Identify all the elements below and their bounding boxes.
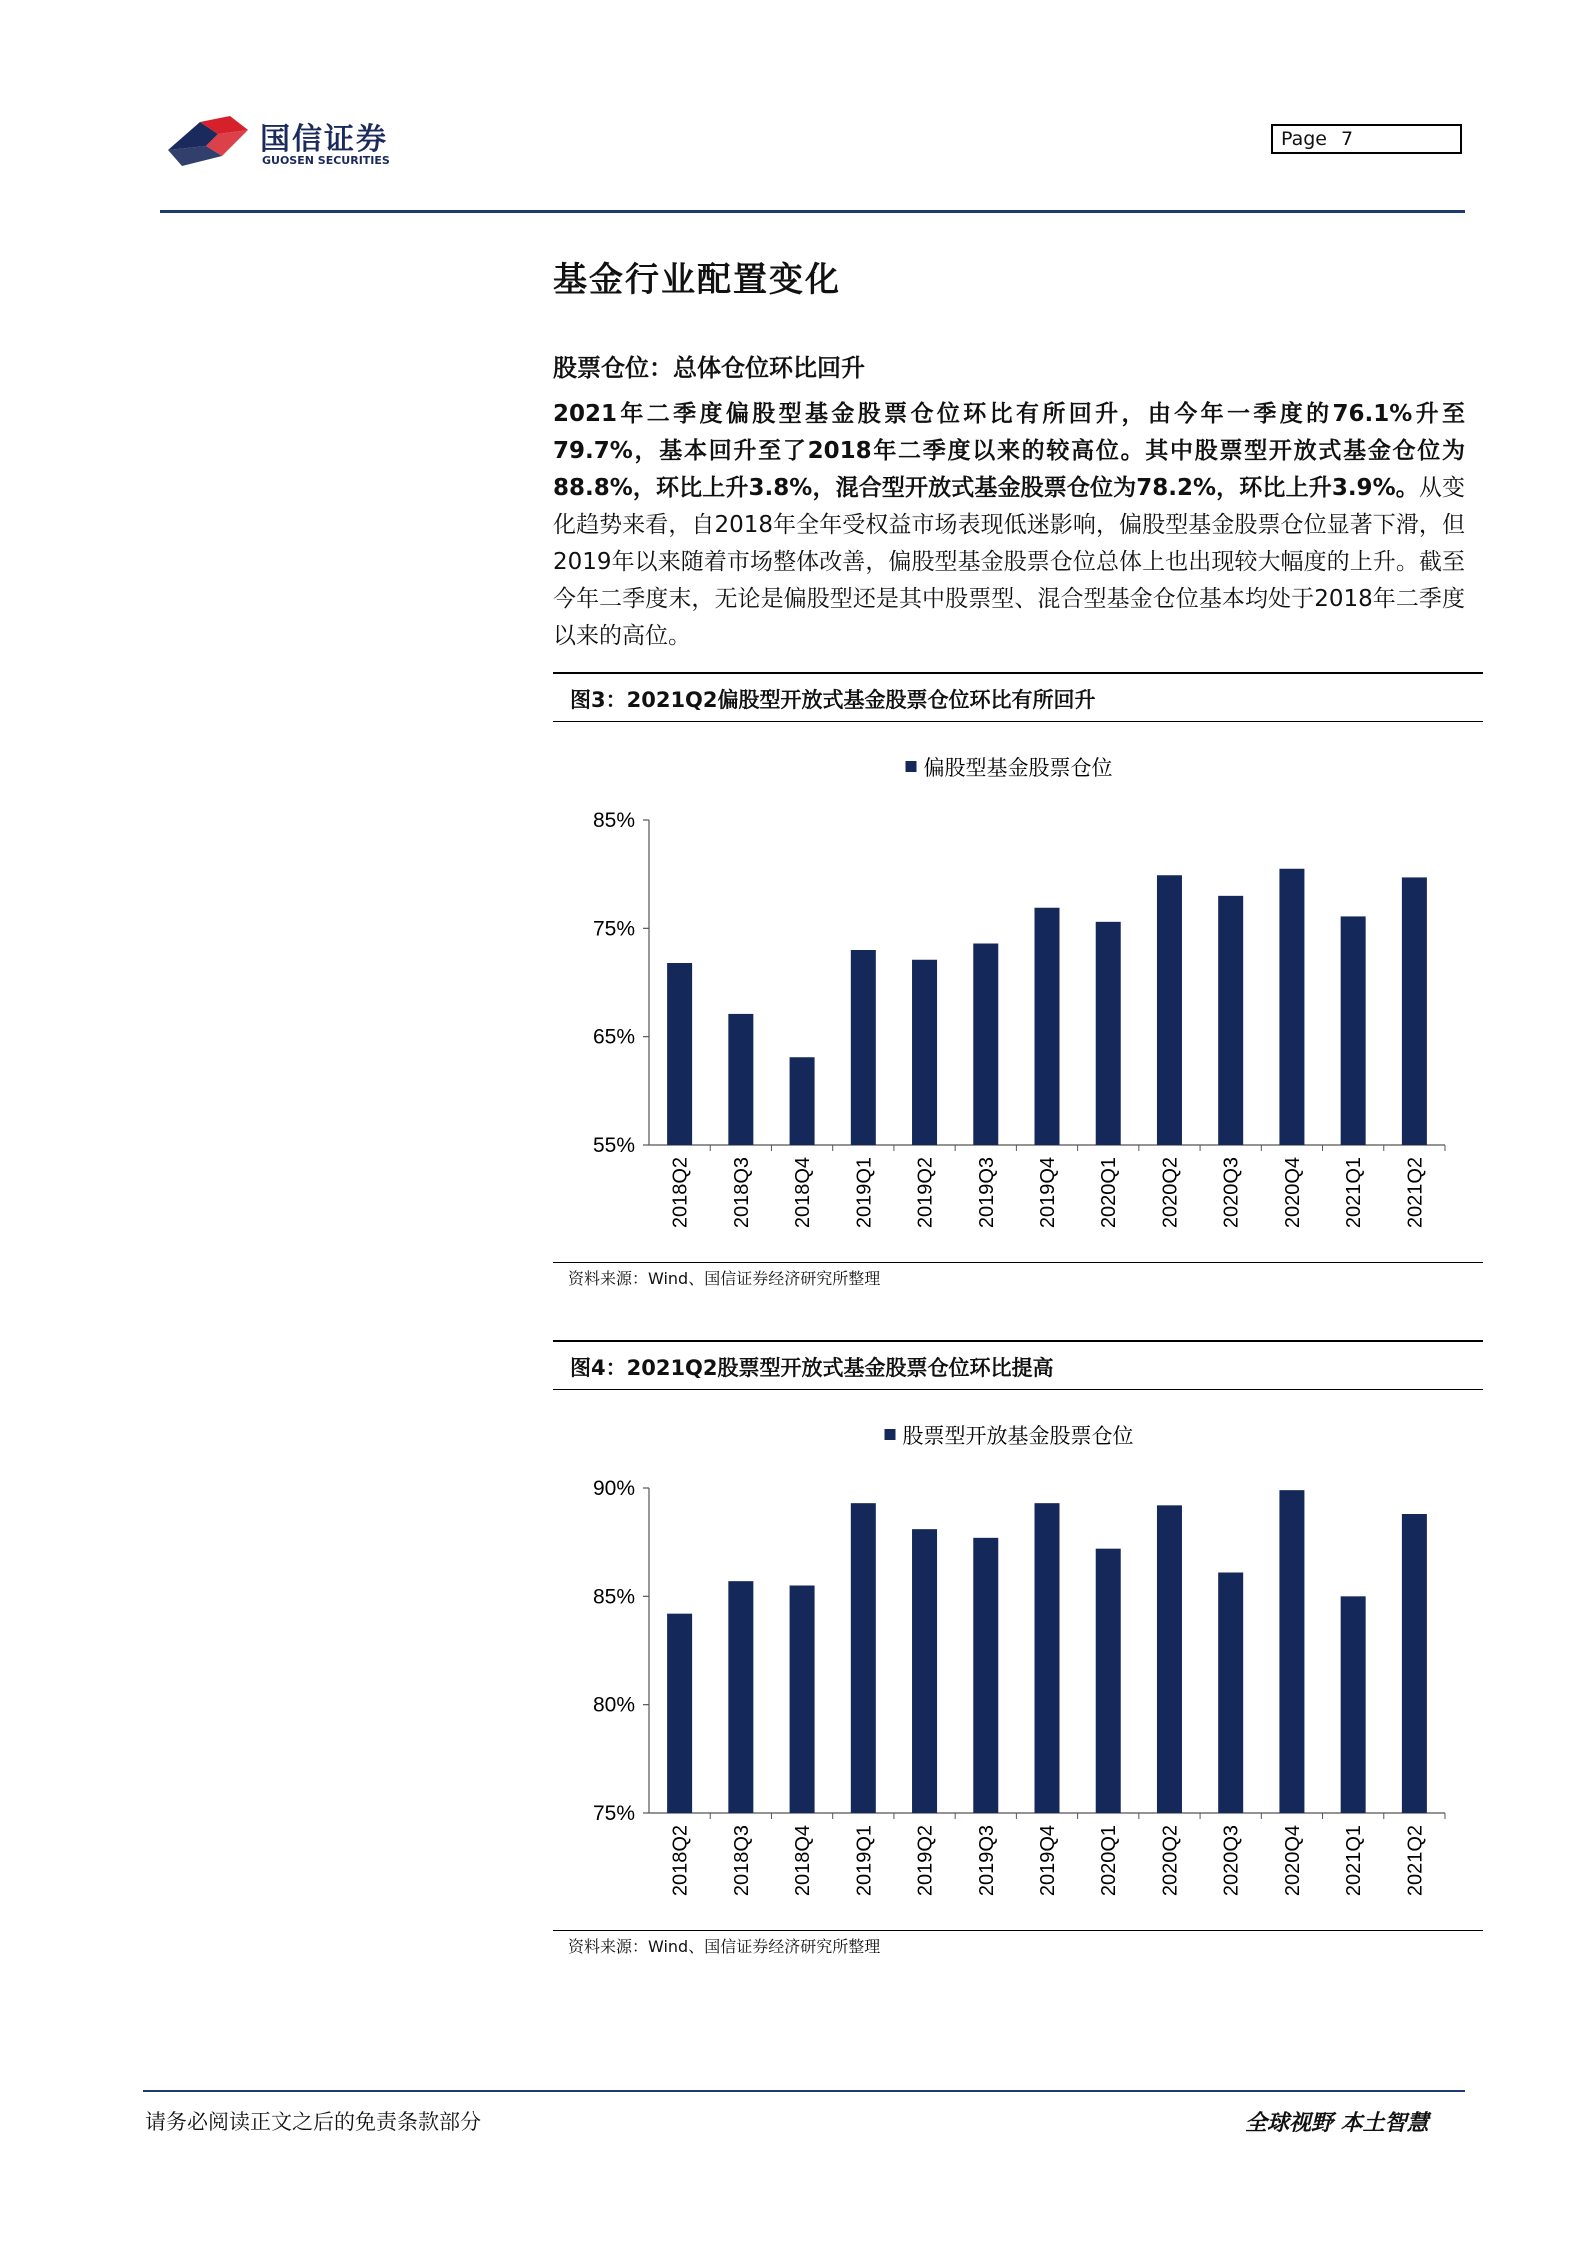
bar-2018Q2	[667, 963, 692, 1145]
page-label: Page	[1281, 128, 1327, 150]
x-tick-label: 2019Q2	[914, 1157, 937, 1229]
y-tick-label: 55%	[592, 1134, 635, 1157]
bar-2019Q3	[973, 1538, 998, 1813]
bar-2019Q2	[912, 1529, 937, 1813]
bar-2019Q4	[1035, 908, 1060, 1145]
bar-2018Q2	[667, 1614, 692, 1813]
bar-2020Q4	[1279, 869, 1304, 1145]
x-tick-label: 2021Q2	[1404, 1825, 1427, 1897]
x-tick-label: 2018Q3	[730, 1157, 753, 1229]
disclaimer-notice: 请务必阅读正文之后的免责条款部分	[145, 2110, 481, 2134]
x-tick-label: 2020Q4	[1281, 1157, 1304, 1229]
x-tick-label: 2021Q1	[1343, 1157, 1366, 1229]
bar-2018Q3	[728, 1014, 753, 1145]
x-tick-label: 2019Q3	[975, 1825, 998, 1897]
y-tick-label: 75%	[592, 917, 635, 941]
logo-mark-icon	[160, 112, 255, 172]
bar-2021Q2	[1402, 877, 1427, 1145]
x-tick-label: 2019Q4	[1037, 1157, 1059, 1229]
x-tick-label: 2018Q2	[669, 1157, 692, 1229]
x-tick-label: 2021Q2	[1404, 1157, 1427, 1229]
page-indicator	[1271, 124, 1462, 154]
y-tick-label: 65%	[592, 1025, 635, 1049]
bar-2020Q3	[1218, 1573, 1243, 1814]
figure4-bottom-rule	[553, 1930, 1483, 1931]
figure4-title: 图4：2021Q2股票型开放式基金股票仓位环比提高	[570, 1356, 1054, 1380]
x-tick-label: 2018Q4	[792, 1157, 815, 1229]
bar-2019Q2	[912, 960, 937, 1145]
bar-2018Q3	[728, 1581, 753, 1813]
footer-divider	[143, 2090, 1465, 2092]
paragraph-bold-text: 2021年二季度偏股型基金股票仓位环比有所回升，由今年一季度的76.1%升至79.7%，基本回升至了2018年二季度以来的较高位。其中股票型开放式基金仓位为88.8%，环比上升3.8%，混合型开放式基金股票仓位为78.2%，环比上升3.9%。	[553, 401, 1465, 501]
bar-2019Q1	[851, 950, 876, 1145]
chart-legend	[906, 757, 1113, 780]
legend-label: 股票型开放基金股票仓位	[902, 1425, 1134, 1448]
figure3-chart	[553, 730, 1483, 1260]
x-tick-label: 2020Q3	[1220, 1157, 1243, 1229]
bar-2018Q4	[790, 1057, 815, 1145]
figure4-top-rule	[553, 1340, 1483, 1342]
x-tick-label: 2019Q2	[914, 1825, 937, 1897]
x-tick-label: 2019Q1	[853, 1825, 876, 1897]
bar-2020Q3	[1218, 896, 1243, 1145]
logo-english-name: GUOSEN SECURITIES	[262, 154, 390, 167]
x-tick-label: 2020Q1	[1098, 1825, 1121, 1897]
x-tick-label: 2020Q3	[1220, 1825, 1243, 1897]
bar-2019Q4	[1035, 1503, 1060, 1813]
x-tick-label: 2019Q4	[1037, 1825, 1059, 1897]
y-tick-label: 75%	[592, 1802, 635, 1825]
x-tick-label: 2020Q2	[1159, 1825, 1182, 1897]
x-tick-label: 2018Q3	[730, 1825, 753, 1897]
figure3-bottom-rule	[553, 1262, 1483, 1263]
bar-2020Q4	[1279, 1490, 1304, 1813]
legend-swatch	[885, 1429, 896, 1440]
y-tick-label: 80%	[592, 1693, 635, 1717]
x-tick-label: 2018Q4	[792, 1825, 815, 1897]
company-logo	[160, 112, 400, 172]
figure4-chart	[553, 1398, 1483, 1928]
y-tick-label: 90%	[592, 1477, 635, 1500]
bar-2021Q2	[1402, 1514, 1427, 1813]
section-title: 基金行业配置变化	[553, 260, 841, 300]
x-tick-label: 2020Q4	[1281, 1825, 1304, 1897]
bar-2021Q1	[1341, 1596, 1366, 1813]
y-tick-label: 85%	[592, 1585, 635, 1609]
figure3-source: 资料来源：Wind、国信证券经济研究所整理	[568, 1269, 881, 1288]
x-tick-label: 2019Q3	[975, 1157, 998, 1229]
bar-2019Q1	[851, 1503, 876, 1813]
legend-swatch	[906, 761, 917, 772]
bar-2021Q1	[1341, 916, 1366, 1145]
x-tick-label: 2021Q1	[1343, 1825, 1366, 1897]
logo-chinese-name: 国信证券	[260, 122, 388, 157]
bar-2020Q1	[1096, 1549, 1121, 1813]
paragraph-normal-text: 从变化趋势来看，自2018年全年受权益市场表现低迷影响，偏股型基金股票仓位显著下滑，但2019年以来随着市场整体改善，偏股型基金股票仓位总体上也出现较大幅度的上升。截至今年二季度末，无论是偏股型还是其中股票型、混合型基金仓位基本均处于2018年二季度以来的高位。	[553, 475, 1466, 649]
figure4-title-rule	[553, 1389, 1483, 1390]
chart-legend	[885, 1425, 1134, 1448]
figure3-title: 图3：2021Q2偏股型开放式基金股票仓位环比有所回升	[570, 688, 1096, 712]
figure3-title-rule	[553, 721, 1483, 722]
bar-2020Q2	[1157, 1505, 1182, 1813]
legend-label: 偏股型基金股票仓位	[923, 757, 1113, 780]
page-number: 7	[1341, 128, 1354, 150]
bar-2019Q3	[973, 944, 998, 1146]
x-tick-label: 2020Q1	[1098, 1157, 1121, 1229]
footer-slogan: 全球视野 本土智慧	[1245, 2111, 1429, 2136]
y-tick-label: 85%	[592, 809, 635, 832]
figure4-source: 资料来源：Wind、国信证券经济研究所整理	[568, 1937, 881, 1956]
header-divider	[160, 210, 1465, 213]
x-tick-label: 2018Q2	[669, 1825, 692, 1897]
bar-2020Q1	[1096, 922, 1121, 1145]
subsection-title: 股票仓位：总体仓位环比回升	[553, 354, 865, 382]
figure3-top-rule	[553, 672, 1483, 674]
x-tick-label: 2020Q2	[1159, 1157, 1182, 1229]
bar-2018Q4	[790, 1586, 815, 1814]
body-paragraph	[553, 396, 1465, 655]
bar-2020Q2	[1157, 875, 1182, 1145]
x-tick-label: 2019Q1	[853, 1157, 876, 1229]
